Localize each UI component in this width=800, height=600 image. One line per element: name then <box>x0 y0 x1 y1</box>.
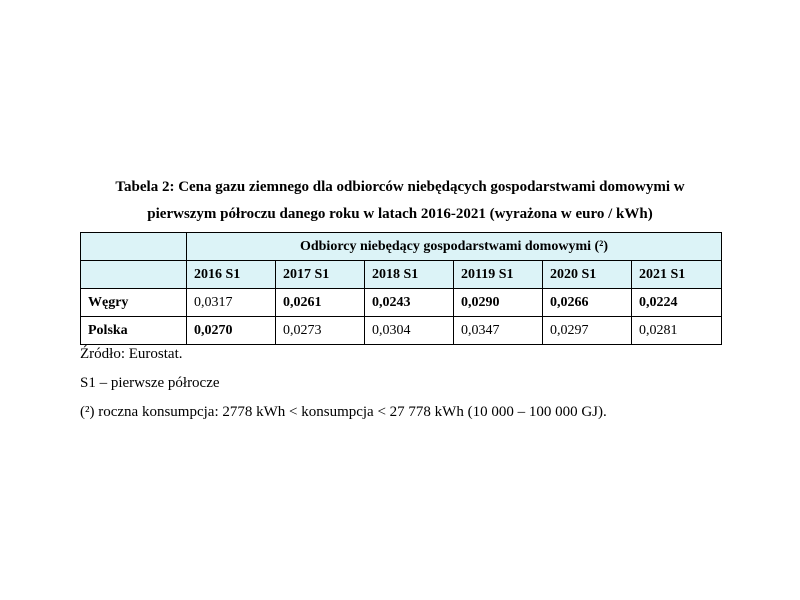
table-row <box>81 289 722 317</box>
table-caption-line-1: Tabela 2: Cena gazu ziemnego dla odbiorców niebędących gospodarstwami domowymi w <box>115 179 685 195</box>
column-header: 2017 S1 <box>276 261 365 289</box>
table-cell: 0,0297 <box>543 317 632 345</box>
table-cell: 0,0317 <box>187 289 276 317</box>
column-header: 2020 S1 <box>543 261 632 289</box>
table-cell: 0,0243 <box>365 289 454 317</box>
consumption-footnote: (²) roczna konsumpcja: 2778 kWh < konsumpcja < 27 778 kWh (10 000 – 100 000 GJ). <box>80 404 607 420</box>
row-label-hungary: Węgry <box>81 289 187 317</box>
table-cell: 0,0273 <box>276 317 365 345</box>
group-header: Odbiorcy niebędący gospodarstwami domowymi (²) <box>187 233 722 261</box>
column-header: 2021 S1 <box>632 261 722 289</box>
table-cell: 0,0290 <box>454 289 543 317</box>
table-header-row-columns <box>81 261 722 289</box>
table-caption-line-2: pierwszym półroczu danego roku w latach 2016-2021 (wyrażona w euro / kWh) <box>147 206 653 222</box>
table-cell: 0,0304 <box>365 317 454 345</box>
source-note: Źródło: Eurostat. <box>80 346 183 362</box>
s1-note: S1 – pierwsze półrocze <box>80 375 220 391</box>
header-empty-cell <box>81 261 187 289</box>
table-cell: 0,0266 <box>543 289 632 317</box>
table-cell: 0,0347 <box>454 317 543 345</box>
column-header: 2018 S1 <box>365 261 454 289</box>
gas-price-table <box>80 232 722 345</box>
header-empty-cell <box>81 233 187 261</box>
column-header: 20119 S1 <box>454 261 543 289</box>
row-label-poland: Polska <box>81 317 187 345</box>
table-cell: 0,0261 <box>276 289 365 317</box>
table-header-row-group <box>81 233 722 261</box>
table-row <box>81 317 722 345</box>
table-cell: 0,0270 <box>187 317 276 345</box>
column-header: 2016 S1 <box>187 261 276 289</box>
table-cell: 0,0281 <box>632 317 722 345</box>
table-cell: 0,0224 <box>632 289 722 317</box>
